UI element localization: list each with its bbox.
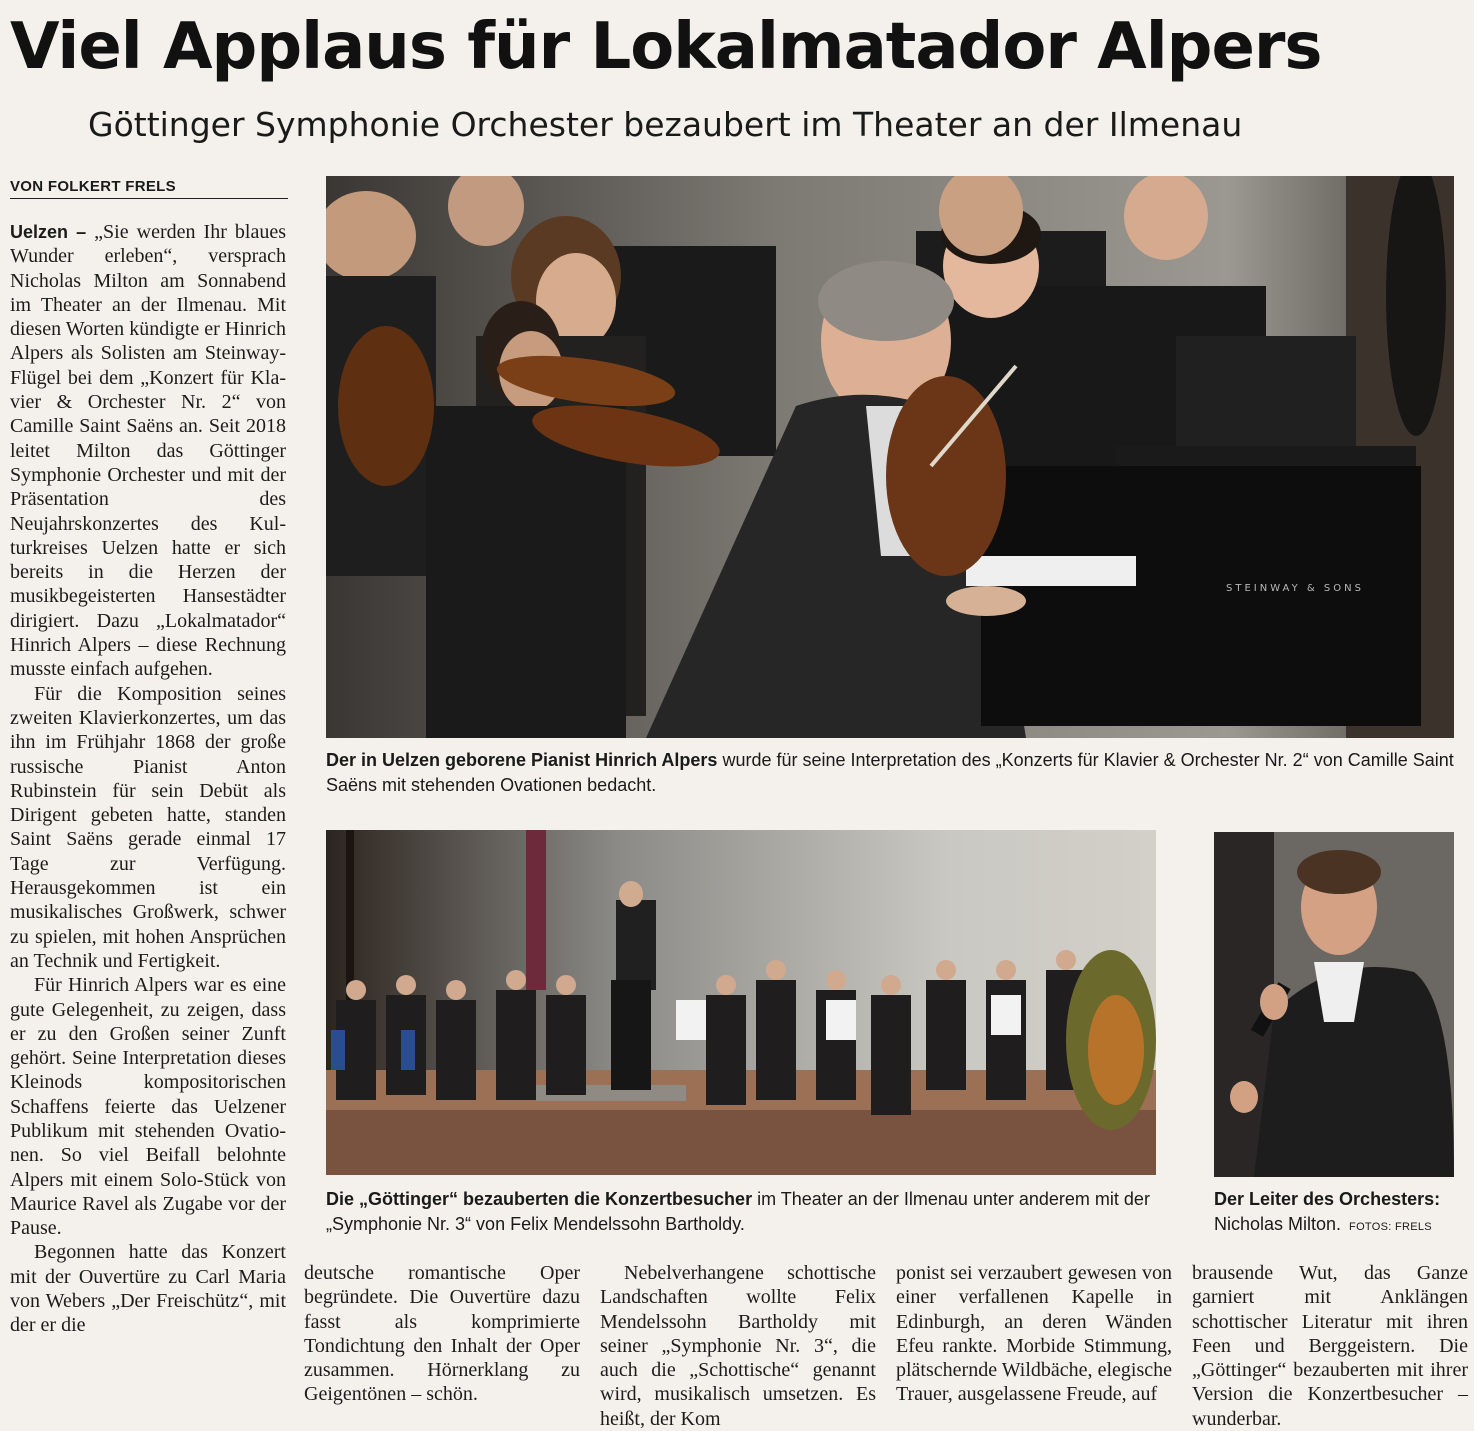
paragraph-2: Für die Komposition seines zweiten Klavierkonzertes, um das ihn im Frühjahr 1868 der große russische Pianist Anton Rubinstein für sein Debüt als Dirigent gebeten hatte, standen Saint Saëns gerade einmal 17 Tage zur Verfügung. Herausgekommen ist ein musikalisches Großwerk, schwer zu spielen, mit hohen Ansprüchen an Technik und Fertigkeit. [10,682,286,972]
dateline: Uelzen – [10,222,87,242]
headline: Viel Applaus für Lokalmatador Alpers [10,10,1322,84]
photo-pianist [326,176,1454,738]
article-column-3: Nebelverhangene schottische Landschaften wollte Felix Mendelssohn Bartholdy mit seiner „Symphonie Nr. 3“, die auch die „Schottische“ genannt wird, musikalisch umsetzen. Es heißt, der Kom [600,1262,876,1430]
paragraph-1 [10,220,286,682]
article-column-5: brausende Wut, das Ganze garniert mit Anklängen schottischer Literatur mit ihren Feen und Berggeistern. Die „Göttinger“ bezauberten mit ihrer Version die Konzertbesucher – wunderbar. [1192,1262,1468,1430]
paragraph-1-text: „Sie werden Ihr blaues Wunder erleben“, versprach Nicholas Milton am Sonnabend im Theater an der Ilmenau. Mit diesen Worten kündigte er Hinrich Alpers als Solisten am Steinway-Flügel bei dem „Konzert für Klavier & Orchester Nr. 2“ von Camille Saint Saëns an. Seit 2018 leitet Milton das Göttinger Symphonie Orchester und mit der Präsentation des Neujahrskonzertes des Kulturkreises Uelzen hatte er sich bereits in die Herzen der musikbegeisterten Hansestädter dirigiert. Dazu „Lokalmatador“ Hinrich Alpers – diese Rechnung musste einfach aufgehen. [10,221,286,681]
caption-orchestra: Die „Göttinger“ bezauberten die Konzertbesucher im Theater an der Ilmenau unter anderem mit der „Symphonie Nr. 3“ von Felix Mendelssohn Bartholdy. [326,1189,1150,1234]
byline: VON FOLKERT FRELS [10,176,288,199]
paragraph-4: Begonnen hatte das Konzert mit der Ouvertüre zu Carl Maria von Webers „Der Freischütz“, mit der er die [10,1241,286,1337]
piano-brand-text: STEINWAY & SONS [1226,583,1364,594]
paragraph-3: Für Hinrich Alpers war es eine gute Gelegenheit, zu zeigen, dass er zu den Großen seiner Zunft gehört. Seine Interpretation dieses Kleinods kompositorischen Schaffens feierte das Uelzener Publikum mit stehenden Ovationen. So viel Beifall belohnte Alpers mit einem Solo-Stück von Maurice Ravel als Zugabe vor der Pause. [10,974,286,1240]
caption-pianist: Der in Uelzen geborene Pianist Hinrich Alpers wurde für seine Interpretation des „Konzerts für Klavier & Orchester Nr. 2“ von Camille Saint Saëns mit stehenden Ovationen bedacht. [326,750,1454,795]
article-column-1 [10,220,286,1338]
subheadline: Göttinger Symphonie Orchester bezaubert im Theater an der Ilmenau [88,105,1243,144]
photo-credit: FOTOS: FRELS [1349,1221,1432,1233]
caption-conductor: Der Leiter des Orchesters: Nicholas Milton. FOTOS: FRELS [1214,1189,1441,1234]
photo-conductor [1214,832,1454,1177]
article-column-2: deutsche romantische Oper begründete. Die Ouvertüre dazu fasst als komprimierte Tondichtung den Inhalt der Oper zusammen. Hörnerklang zu Geigentönen – schön. [304,1262,580,1406]
photo-orchestra [326,830,1156,1175]
article-column-4: ponist sei verzaubert gewesen von einer verfallenen Kapelle in Edinburgh, an deren Wänden Efeu rankte. Morbide Stimmung, plätschernde Wildbäche, elegische Trauer, ausgelassene Freude, auf [896,1262,1172,1406]
